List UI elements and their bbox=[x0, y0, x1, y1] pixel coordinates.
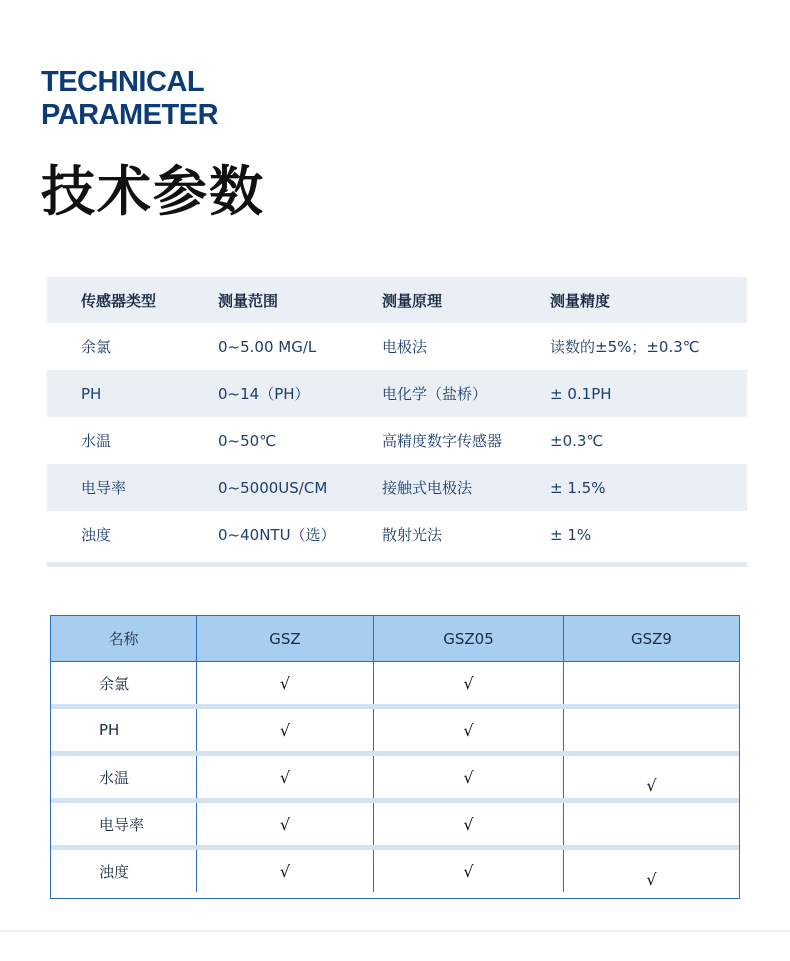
cell-gsz05 bbox=[374, 709, 564, 751]
cell-gsz05 bbox=[374, 662, 564, 704]
cell-accuracy: 读数的±5%；±0.3℃ bbox=[550, 338, 700, 356]
cell-accuracy: ± 1% bbox=[550, 525, 592, 544]
table-row bbox=[51, 798, 739, 845]
table-row bbox=[47, 511, 747, 558]
cell-gsz05 bbox=[374, 850, 564, 892]
check-mark: √ bbox=[463, 720, 474, 740]
cell-sensor-type: 电导率 bbox=[81, 479, 127, 497]
check-mark: √ bbox=[646, 869, 657, 889]
table-row bbox=[47, 370, 747, 417]
cell-range: 0~50℃ bbox=[218, 431, 277, 450]
cell-principle: 散射光法 bbox=[382, 526, 443, 544]
cell-name: 浊度 bbox=[51, 850, 197, 892]
table-row bbox=[47, 417, 747, 464]
cell-sensor-type: 浊度 bbox=[81, 526, 112, 544]
check-mark: √ bbox=[279, 720, 291, 740]
cell-gsz bbox=[197, 850, 374, 892]
cell-gsz bbox=[197, 803, 374, 845]
cell-sensor-type: PH bbox=[81, 384, 102, 403]
table-row bbox=[47, 323, 747, 370]
page-title: 技术参数 bbox=[41, 160, 265, 223]
cell-gsz9 bbox=[564, 709, 739, 751]
cell-gsz bbox=[197, 709, 374, 751]
cell-accuracy: ± 1.5% bbox=[550, 478, 606, 497]
header-name: 名称 bbox=[51, 616, 197, 661]
check-mark: √ bbox=[279, 767, 291, 787]
table-row bbox=[51, 704, 739, 751]
cell-name: PH bbox=[51, 709, 197, 751]
table-row bbox=[51, 845, 739, 892]
header-gsz05: GSZ05 bbox=[374, 616, 564, 661]
header-accuracy: 测量精度 bbox=[550, 291, 611, 310]
header-gsz9: GSZ9 bbox=[631, 629, 672, 648]
check-mark: √ bbox=[463, 767, 474, 787]
check-mark: √ bbox=[463, 814, 474, 834]
cell-range: 0~14（PH） bbox=[218, 385, 310, 403]
cell-range: 0~40NTU（选） bbox=[218, 526, 336, 544]
cell-gsz bbox=[197, 756, 374, 798]
cell-gsz05 bbox=[374, 756, 564, 798]
cell-principle: 电化学（盐桥） bbox=[382, 385, 488, 403]
cell-accuracy: ±0.3℃ bbox=[550, 431, 604, 450]
cell-gsz9 bbox=[564, 662, 739, 704]
cell-gsz05 bbox=[374, 803, 564, 845]
cell-name: 余氯 bbox=[51, 662, 197, 704]
check-mark: √ bbox=[463, 861, 474, 881]
cell-principle: 电极法 bbox=[382, 338, 428, 356]
spec-table bbox=[47, 277, 747, 567]
cell-range: 0~5.00 MG/L bbox=[218, 337, 317, 356]
header-range: 测量范围 bbox=[218, 291, 279, 310]
cell-principle: 高精度数字传感器 bbox=[382, 432, 503, 450]
table-row bbox=[51, 662, 739, 704]
check-mark: √ bbox=[279, 814, 291, 834]
cell-gsz9 bbox=[564, 850, 739, 892]
model-table bbox=[50, 615, 740, 899]
cell-range: 0~5000US/CM bbox=[218, 478, 328, 497]
title-en-line1: TECHNICAL bbox=[41, 66, 205, 98]
title-en-line2: PARAMETER bbox=[41, 99, 219, 131]
cell-accuracy: ± 0.1PH bbox=[550, 384, 612, 403]
footer-divider bbox=[0, 930, 790, 932]
cell-principle: 接触式电极法 bbox=[382, 479, 473, 497]
header-principle: 测量原理 bbox=[382, 291, 443, 310]
model-table-header bbox=[51, 616, 739, 662]
spec-table-header bbox=[47, 277, 747, 323]
check-mark: √ bbox=[646, 775, 657, 795]
title-en bbox=[41, 66, 218, 132]
check-mark: √ bbox=[463, 673, 474, 693]
header-sensor-type: 传感器类型 bbox=[81, 291, 157, 310]
cell-sensor-type: 余氯 bbox=[81, 338, 112, 356]
check-mark: √ bbox=[279, 861, 291, 881]
cell-gsz9 bbox=[564, 803, 739, 845]
check-mark: √ bbox=[279, 673, 291, 693]
cell-name: 电导率 bbox=[51, 803, 197, 845]
cell-gsz bbox=[197, 662, 374, 704]
cell-name: 水温 bbox=[51, 756, 197, 798]
cell-gsz9 bbox=[564, 756, 739, 798]
table-row bbox=[47, 464, 747, 511]
header-gsz: GSZ bbox=[197, 616, 374, 661]
cell-sensor-type: 水温 bbox=[81, 432, 112, 450]
table-row bbox=[51, 751, 739, 798]
table-divider bbox=[47, 562, 747, 567]
